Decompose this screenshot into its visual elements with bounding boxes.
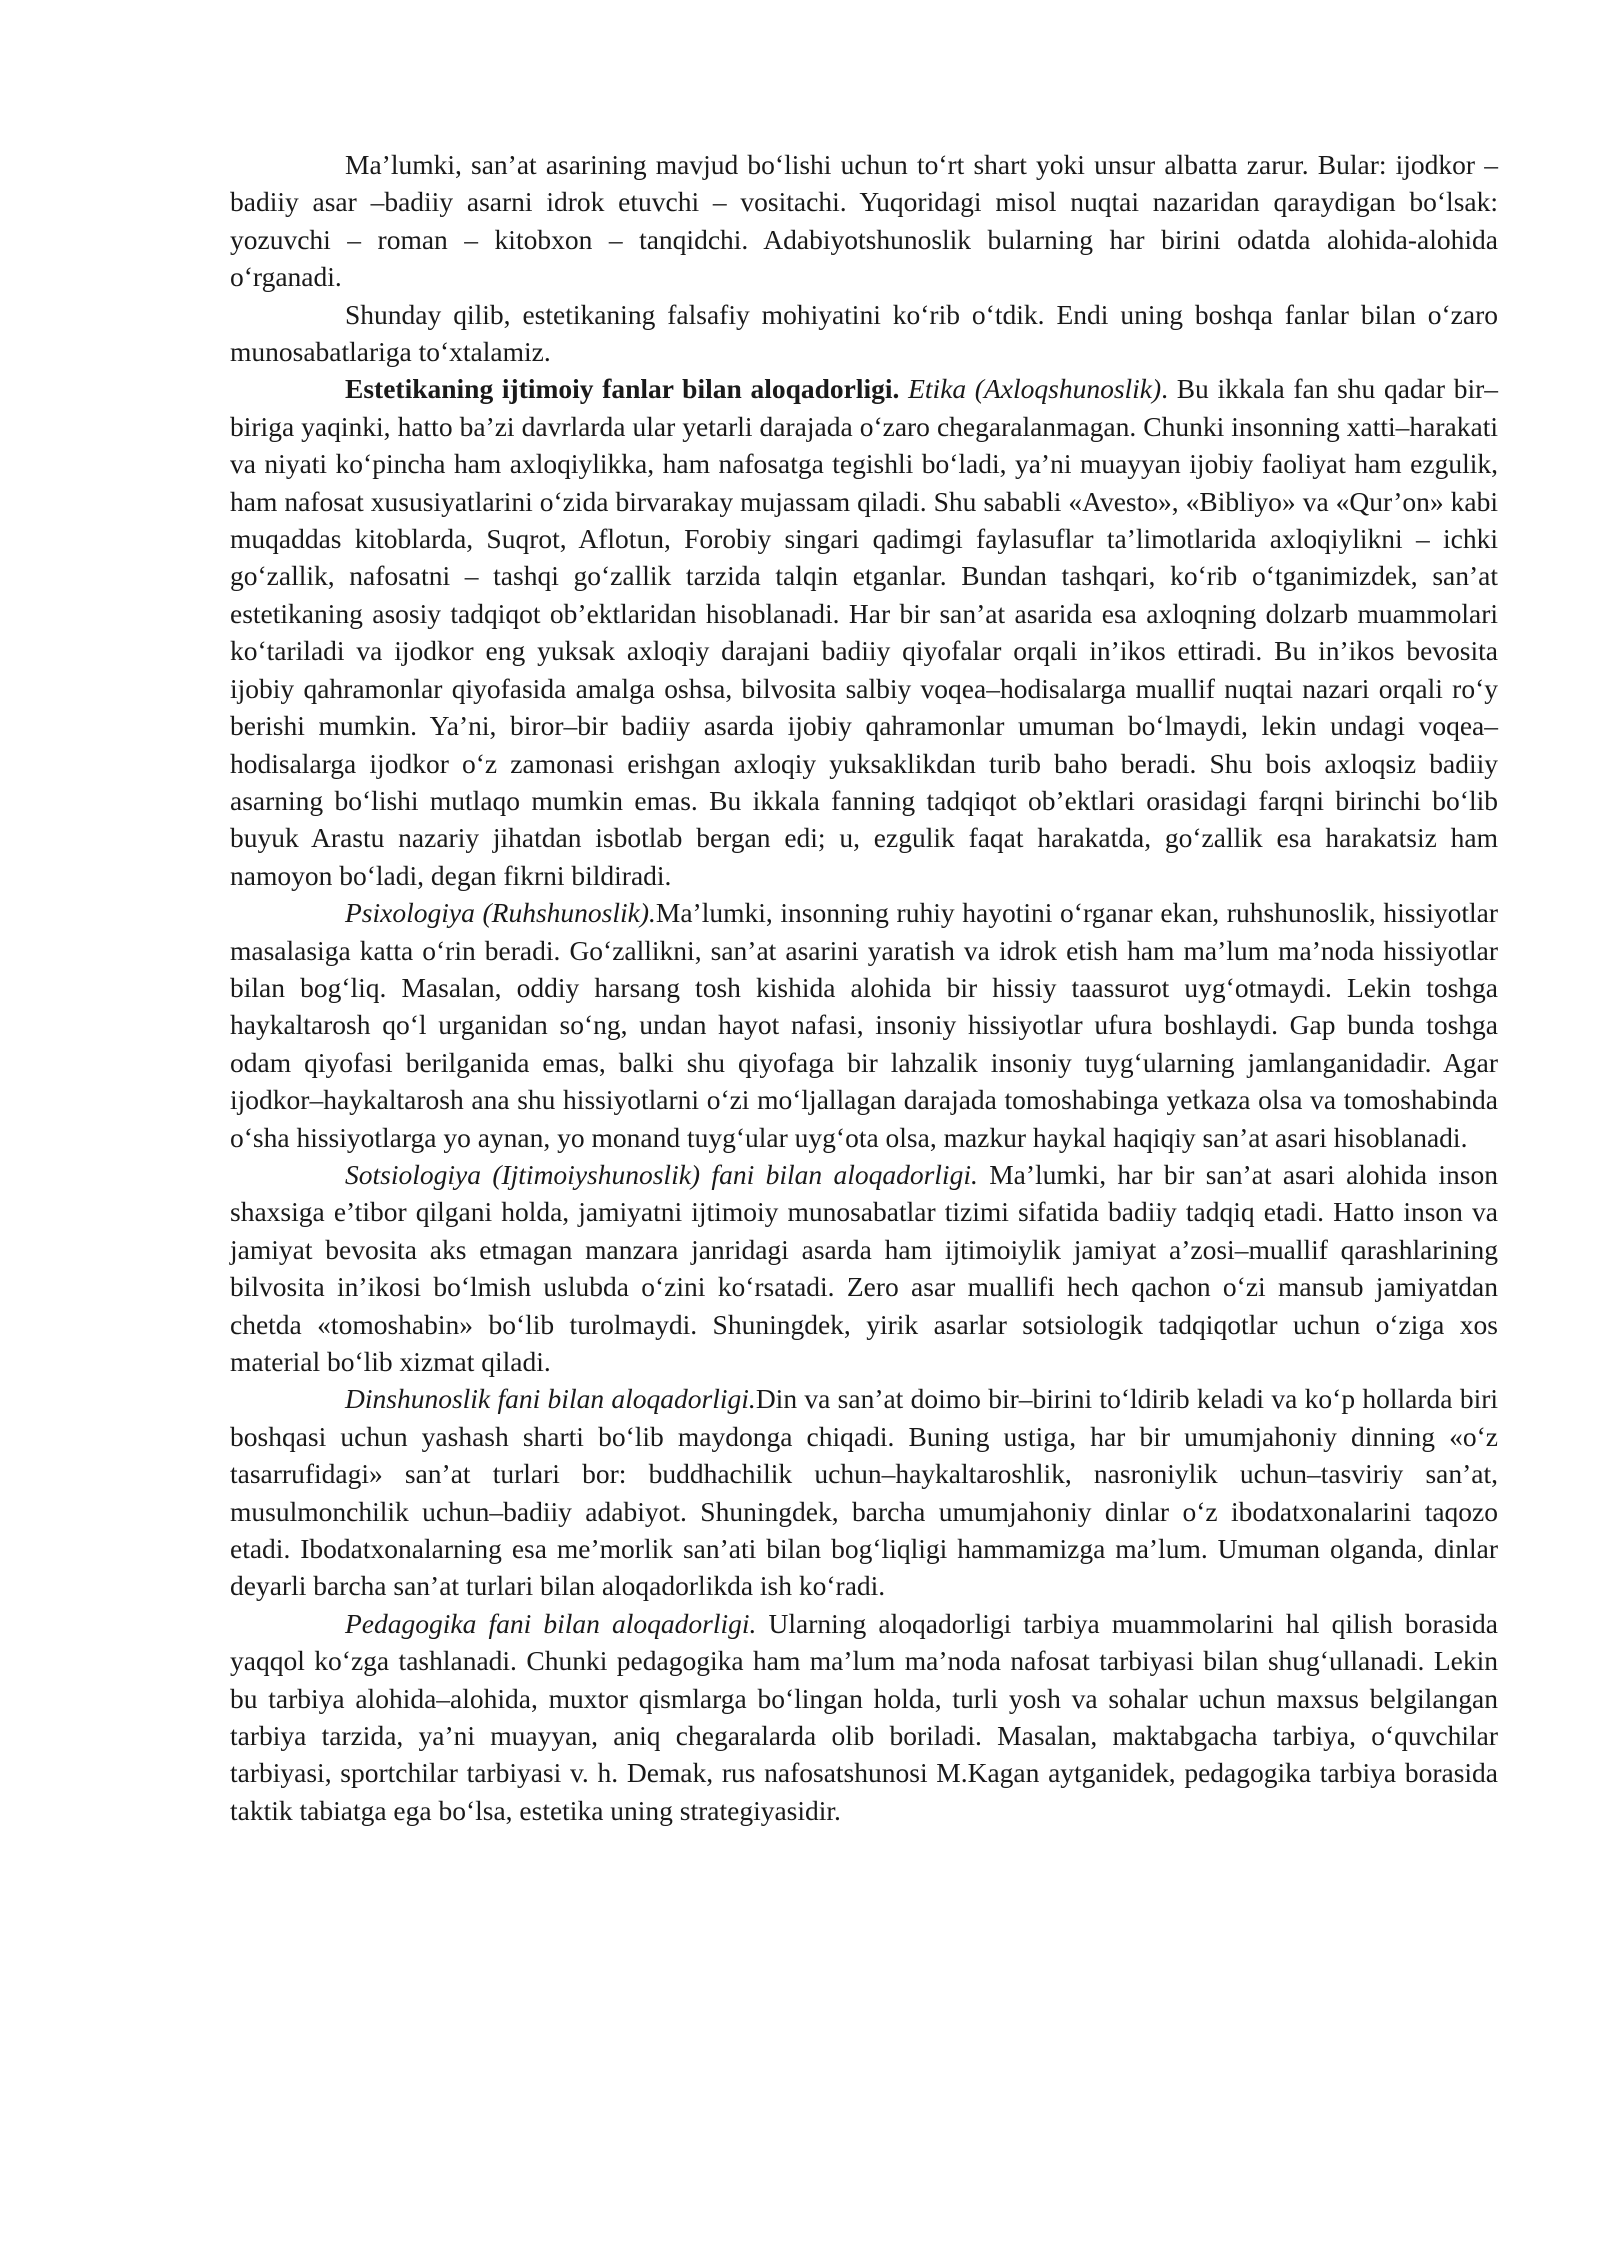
paragraph-text: Ma’lumki, insonning ruhiy hayotini o‘rganar ekan, ruhshunoslik, hissiyotlar masalasiga katta o‘rin beradi. Go‘zallikni, san’at asarini yaratish va idrok etish ham ma’lum ma’noda hissiyotlar bilan bog‘liq. Masalan, oddiy harsang tosh kishida alohida bir hissiy taassurot uyg‘otmaydi. Lekin toshga haykaltarosh qo‘l urganidan so‘ng, undan hayot nafasi, insoniy hissiyotlar ufura boshlaydi. Gap bunda toshga odam qiyofasi berilganida emas, balki shu qiyofaga bir lahzalik insoniy tuyg‘ularning jamlanganidadir. Agar ijodkor–haykaltarosh ana shu hissiyotlarni o‘zi mo‘ljallagan darajada tomoshabinga yetkaza olsa va tomoshabinda o‘sha hissiyotlarga yo aynan, yo monand tuyg‘ular uyg‘ota olsa, mazkur haykal haqiqiy san’at asari hisoblanadi. <box>230 897 1498 1153</box>
paragraph-text: Ma’lumki, har bir san’at asari alohida inson shaxsiga e’tibor qilgani holda, jamiyatni ijtimoiy munosabatlar tizimi sifatida badiiy tadqiq etadi. Hatto inson va jamiyat bevosita aks etmagan manzara janridagi asarda ham ijtimoiylik jamiyat a’zosi–muallif qarashlarining bilvosita in’ikosi bo‘lmish uslubda o‘zini ko‘rsatadi. Zero asar muallifi hech qachon o‘zi mansub jamiyatdan chetda «tomoshabin» bo‘lib turolmaydi. Shuningdek, yirik asarlar sotsiologik tadqiqotlar uchun o‘ziga xos material bo‘lib xizmat qiladi. <box>230 1158 1498 1377</box>
subsection-term: Sotsiologiya (Ijtimoiyshunoslik) fani bilan aloqadorligi. <box>345 1158 978 1190</box>
subsection-term: Dinshunoslik fani bilan aloqadorligi. <box>345 1383 756 1415</box>
paragraph-transition <box>230 296 1498 371</box>
paragraph-text: Ularning aloqadorligi tarbiya muammolarini hal qilish borasida yaqqol ko‘zga tashlanadi. Chunki pedagogika ham ma’lum ma’noda nafosat tarbiyasi bilan shug‘ullanadi. Lekin bu tarbiya alohida–alohida, muxtor qismlarga bo‘lingan holda, turli yosh va sohalar uchun maxsus belgilangan tarbiya tarzida, ya’ni muayyan, aniq chegaralarda olib boriladi. Masalan, maktabgacha tarbiya, o‘quvchilar tarbiyasi, sportchilar tarbiyasi v. h. Demak, rus nafosatshunosi M.Kagan aytganidek, pedagogika tarbiya borasida taktik tabiatga ega bo‘lsa, estetika uning strategiyasidir. <box>230 1607 1498 1826</box>
subsection-term: Psixologiya (Ruhshunoslik). <box>345 897 656 929</box>
paragraph-text: Din va san’at doimo bir–birini to‘ldirib keladi va ko‘p hollarda biri boshqasi uchun yashash sharti bo‘lib maydonga chiqadi. Buning ustiga, har bir umumjahoniy dinning «o‘z tasarrufidagi» san’at turlari bor: buddhachilik uchun–haykaltaroshlik, nasroniylik uchun–tasviriy san’at, musulmonchilik uchun–badiiy adabiyot. Shuningdek, barcha umumjahoniy dinlar o‘z ibodatxonalarini taqozo etadi. Ibodatxonalarning esa me’morlik san’ati bilan bog‘liqligi hammamizga ma’lum. Umuman olganda, dinlar deyarli barcha san’at turlari bilan aloqadorlikda ish ko‘radi. <box>230 1383 1499 1602</box>
paragraph-sociology <box>230 1156 1498 1380</box>
paragraph-pedagogy <box>230 1605 1498 1829</box>
paragraph-psychology <box>230 894 1498 1156</box>
paragraph-ethics <box>230 370 1498 894</box>
paragraph-text: Shunday qilib, estetikaning falsafiy mohiyatini ko‘rib o‘tdik. Endi uning boshqa fanlar bilan o‘zaro munosabatlariga to‘xtalamiz. <box>230 298 1498 368</box>
paragraph-text: . Bu ikkala fan shu qadar bir–biriga yaqinki, hatto ba’zi davrlarda ular yetarli darajada o‘zaro chegaralanmagan. Chunki insonning xatti–harakati va niyati ko‘pincha ham axloqiylikka, ham nafosatga tegishli bo‘ladi, ya’ni muayyan ijobiy faoliyat ham ezgulik, ham nafosat xususiyatlarini o‘zida birvarakay mujassam qiladi. Shu sababli «Avesto», «Bibliyo» va «Qur’on» kabi muqaddas kitoblarda, Suqrot, Aflotun, Forobiy singari qadimgi faylasuflar ta’limotlarida axloqiylikni – ichki go‘zallik, nafosatni – tashqi go‘zallik tarzida talqin etganlar. Bundan tashqari, ko‘rib o‘tganimizdek, san’at estetikaning asosiy tadqiqot ob’ektlaridan hisoblanadi. Har bir san’at asarida esa axloqning dolzarb muammolari ko‘tariladi va ijodkor eng yuksak axloqiy darajani badiiy qiyofalar orqali in’ikos ettiradi. Bu in’ikos bevosita ijobiy qahramonlar qiyofasida amalga oshsa, bilvosita salbiy voqea–hodisalarga muallif nuqtai nazari orqali ro‘y berishi mumkin. Ya’ni, biror–bir badiiy asarda ijobiy qahramonlar umuman bo‘lmaydi, lekin undagi voqea–hodisalarga ijodkor o‘z zamonasi erishgan axloqiy yuksaklikdan turib baho beradi. Shu bois axloqsiz badiiy asarning bo‘lishi mutlaqo mumkin emas. Bu ikkala fanning tadqiqot ob’ektlari orasidagi farqni birinchi bo‘lib buyuk Arastu nazariy jihatdan isbotlab bergan edi; u, ezgulik faqat harakatda, go‘zallik esa harakatsiz ham namoyon bo‘ladi, degan fikrni bildiradi. <box>230 373 1499 891</box>
paragraph-religion <box>230 1380 1498 1604</box>
subsection-term: Pedagogika fani bilan aloqadorligi. <box>345 1607 757 1639</box>
paragraph-art-elements <box>230 146 1498 296</box>
section-heading: Estetikaning ijtimoiy fanlar bilan aloqadorligi. <box>345 373 909 405</box>
document-page <box>230 146 1498 1829</box>
subsection-term: Etika (Axloqshunoslik) <box>908 373 1162 405</box>
paragraph-text: Ma’lumki, san’at asarining mavjud bo‘lishi uchun to‘rt shart yoki unsur albatta zarur. Bular: ijodkor – badiiy asar –badiiy asarni idrok etuvchi – vositachi. Yuqoridagi misol nuqtai nazaridan qaraydigan bo‘lsak: yozuvchi – roman – kitobxon – tanqidchi. Adabiyotshunoslik bularning har birini odatda alohida-alohida o‘rganadi. <box>230 149 1498 293</box>
